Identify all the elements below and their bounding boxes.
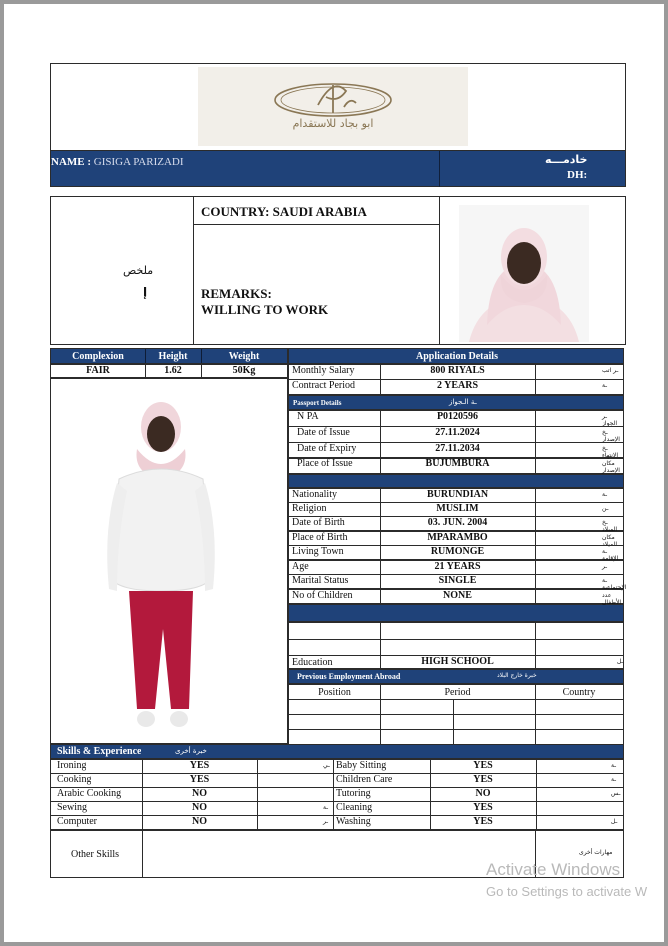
personal-row-value: 21 YEARS	[434, 561, 481, 572]
skill-right-ar: ـل	[611, 818, 618, 825]
passport-row-label: N PA	[297, 411, 319, 422]
skill-left-ar: ـر	[323, 818, 329, 825]
personal-row-ar: ـخ الميلاد	[602, 519, 618, 533]
employment-title-ar: خبرة خارج البلاد	[497, 672, 537, 679]
skill-left-label: Ironing	[57, 760, 87, 771]
skill-left-label: Cooking	[57, 774, 92, 785]
personal-row	[288, 488, 624, 503]
height-header: Height	[158, 351, 188, 362]
employment-row	[288, 699, 624, 715]
skill-left-label: Computer	[57, 816, 97, 827]
weight-header: Weight	[228, 351, 260, 362]
other-skills-ar: مهارات أخرى	[579, 849, 613, 856]
personal-row-label: Date of Birth	[292, 517, 345, 528]
passport-header	[288, 395, 624, 410]
personal-row-ar: ـر	[602, 563, 608, 570]
skill-right-label: Washing	[336, 816, 371, 827]
name-label: NAME :	[51, 156, 94, 168]
maid-label-ar: خادمـــه	[545, 153, 588, 166]
skill-right-value: NO	[475, 788, 491, 799]
skill-right-label: Cleaning	[336, 802, 373, 813]
application-row-label: Contract Period	[292, 380, 356, 391]
personal-row-ar: ـة الإقامة	[602, 548, 619, 562]
skills-title: Skills & Experience	[57, 746, 142, 757]
personal-row-value: NONE	[443, 590, 472, 601]
personal-row-value: BURUNDIAN	[426, 489, 489, 500]
application-header	[288, 348, 624, 364]
application-row-ar: ـر اتب	[602, 367, 619, 374]
country: COUNTRY: SAUDI ARABIA	[201, 204, 367, 219]
employment-row	[288, 729, 624, 745]
personal-row-value: 03. JUN. 2004	[427, 517, 488, 528]
empty-row	[288, 622, 624, 640]
personal-row-value: RUMONGE	[430, 546, 485, 557]
passport-row-ar: ـخ الإنتهاء	[602, 445, 618, 459]
employment-row	[288, 714, 624, 730]
info-section	[50, 196, 626, 345]
skill-right-value: YES	[473, 760, 493, 771]
skill-right-label: Children Care	[336, 774, 393, 785]
skill-left-value: NO	[192, 788, 207, 799]
passport-row-value: 27.11.2034	[435, 443, 480, 454]
skills-title-ar: خبرة أخرى	[175, 747, 207, 755]
position-header: Position	[318, 687, 351, 698]
skill-right-label: Baby Sitting	[336, 760, 387, 771]
skill-right-ar: ـس	[611, 790, 621, 797]
passport-row	[288, 410, 624, 427]
application-row-value: 2 YEARS	[436, 380, 479, 391]
logo-text: ابو بجاد للاستقدام	[292, 117, 374, 130]
skill-right-ar: ـة	[611, 776, 616, 783]
application-row-value: 800 RIYALS	[430, 365, 485, 376]
employment-title: Previous Employment Abroad	[297, 672, 401, 681]
personal-row	[288, 574, 627, 591]
portrait-person-icon	[459, 205, 589, 342]
personal-row	[288, 502, 624, 517]
passport-row-value: BUJUMBURA	[425, 458, 490, 469]
passport-row-label: Date of Expiry	[297, 443, 357, 454]
passport-row-value: P0120596	[436, 411, 479, 422]
passport-title-ar: ـة الـجواز	[449, 398, 477, 406]
personal-row	[288, 560, 624, 575]
employment-columns	[288, 684, 624, 700]
personal-row-ar: ـة الإجتماعية	[602, 577, 627, 591]
skill-left-value: YES	[189, 774, 210, 785]
education-value: HIGH SCHOOL	[421, 656, 494, 667]
period-header: Period	[444, 687, 471, 698]
weight-value: 50Kg	[232, 365, 256, 376]
activate-windows-title: Activate Windows	[486, 860, 621, 879]
portrait-photo	[459, 205, 589, 342]
cv-sheet	[4, 4, 664, 942]
skill-left-value: NO	[192, 816, 207, 827]
skill-left-value: NO	[192, 802, 207, 813]
complexion-header: Complexion	[72, 351, 124, 362]
application-row-ar: ـة	[602, 382, 607, 389]
passport-row-label: Date of Issue	[297, 427, 350, 438]
personal-row-ar: عدد الأطفال	[602, 592, 622, 606]
remarks-label: REMARKS:	[201, 286, 272, 301]
passport-separator	[288, 474, 624, 488]
employment-header	[288, 669, 624, 684]
education-ar: ـل	[617, 658, 624, 665]
passport-row-value: 27.11.2024	[435, 427, 480, 438]
passport-row	[288, 426, 624, 443]
personal-row-label: Nationality	[292, 489, 337, 500]
height-value: 1.62	[164, 365, 182, 376]
passport-row-label: Place of Issue	[297, 458, 353, 469]
personal-row-label: No of Children	[292, 590, 353, 601]
skill-right-value: YES	[473, 774, 493, 785]
education-label: Education	[292, 657, 333, 668]
skill-right-ar: ـة	[611, 762, 616, 769]
summary-letter: إ	[143, 285, 148, 299]
skill-left-value: YES	[189, 760, 210, 771]
passport-row-ar: ـر الجواز	[602, 413, 618, 427]
summary-ar: ملخص	[123, 264, 154, 277]
skill-left-ar: ـة	[323, 804, 328, 811]
skill-row	[50, 759, 624, 774]
passport-row-ar: ـخ الإصدار	[602, 429, 620, 443]
personal-row-label: Living Town	[292, 546, 344, 557]
full-body-person-icon	[51, 379, 287, 743]
personal-row-label: Marital Status	[292, 575, 349, 586]
full-body-photo	[50, 378, 288, 744]
personal-separator	[288, 604, 624, 622]
skills-header	[50, 744, 624, 759]
passport-row	[288, 457, 624, 474]
personal-row-ar: ـة	[602, 491, 607, 498]
skill-row	[50, 773, 624, 788]
activate-windows-subtitle[interactable]: Go to Settings to activate W	[486, 884, 648, 899]
skill-left-ar: ـي	[323, 762, 330, 769]
company-logo	[198, 67, 468, 146]
skill-right-value: YES	[473, 816, 493, 827]
personal-row-ar: مكان الميلاد	[602, 534, 618, 548]
skill-row	[50, 801, 624, 816]
personal-row	[288, 516, 624, 531]
application-row-label: Monthly Salary	[292, 365, 355, 376]
passport-row-ar: مكان الإصدار	[602, 460, 620, 474]
remarks-value: WILLING TO WORK	[201, 302, 329, 317]
skill-right-value: YES	[473, 802, 493, 813]
country-header: Country	[562, 687, 596, 698]
application-row	[288, 364, 624, 380]
personal-row	[288, 531, 624, 546]
personal-row	[288, 545, 624, 560]
other-skills-label: Other Skills	[71, 849, 120, 860]
passport-title: Passport Details	[293, 399, 342, 407]
skill-left-label: Arabic Cooking	[57, 788, 122, 799]
application-title: Application Details	[416, 351, 498, 362]
skill-row	[50, 787, 624, 802]
application-row	[288, 379, 624, 395]
dh-label: DH:	[567, 169, 588, 181]
physical-header-row	[50, 348, 288, 364]
personal-row-label: Place of Birth	[292, 532, 348, 543]
logo-emblem-icon	[198, 67, 468, 146]
skill-right-label: Tutoring	[336, 788, 371, 799]
physical-values-row	[50, 364, 288, 378]
personal-row-value: SINGLE	[438, 575, 477, 586]
skill-left-label: Sewing	[57, 802, 87, 813]
name-bar	[50, 150, 626, 187]
logo-header	[50, 63, 626, 151]
complexion-value: FAIR	[86, 365, 110, 376]
personal-row-value: MPARAMBO	[427, 532, 488, 543]
personal-row-label: Religion	[292, 503, 327, 514]
skill-row	[50, 815, 624, 830]
name-value: GISIGA PARIZADI	[93, 156, 184, 168]
personal-row-ar: ـن	[602, 505, 609, 512]
education-row	[288, 655, 624, 669]
personal-row-label: Age	[292, 561, 309, 572]
empty-row	[288, 639, 624, 656]
personal-row	[288, 589, 624, 604]
personal-row-value: MUSLIM	[436, 503, 479, 514]
